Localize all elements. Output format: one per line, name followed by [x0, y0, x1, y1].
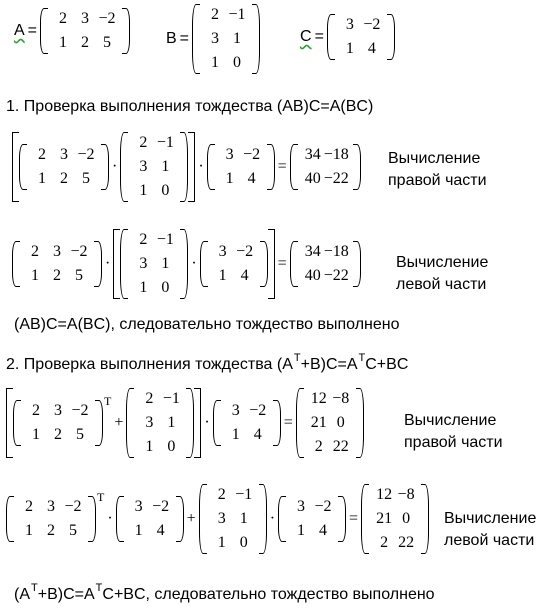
matrix-b	[192, 4, 260, 74]
label-line-2: левой части	[444, 532, 535, 549]
right-paren	[94, 241, 102, 287]
matrix-cell: 4	[319, 522, 328, 539]
left-paren	[120, 132, 128, 202]
transpose-superscript: T	[358, 352, 366, 364]
matrix-a	[12, 241, 102, 287]
right-paren	[180, 132, 188, 202]
result-matrix	[296, 388, 364, 458]
matrix-cell: 0	[239, 534, 248, 551]
matrix-cell: 22	[332, 438, 349, 455]
left-paren	[200, 241, 208, 287]
left-paren	[327, 14, 335, 60]
dot-operator: ·	[105, 255, 111, 272]
section2-conclusion	[14, 582, 435, 604]
matrix-cell: 0	[402, 510, 411, 527]
matrix-cell: 2	[31, 243, 39, 260]
right-paren	[180, 229, 188, 299]
matrix-cell: −18	[323, 146, 349, 163]
matrix-cell: 1	[59, 34, 68, 51]
left-paren	[12, 241, 20, 287]
matrix-cell: 5	[76, 426, 84, 443]
matrix-cell: 3	[297, 498, 306, 515]
equals-operator: =	[277, 255, 287, 272]
transpose-superscript: T	[31, 582, 38, 594]
matrix-cell: 2	[314, 438, 323, 455]
matrix-cell: 3	[218, 243, 227, 260]
matrix-cell: 2	[211, 6, 220, 23]
matrix-b	[120, 229, 188, 299]
matrix-cell: 1	[38, 170, 46, 187]
label-line-1: Вычисление	[388, 150, 481, 167]
conclusion-text: +B)C=A	[37, 586, 95, 603]
matrix-cell: 2	[53, 267, 61, 284]
matrix-c	[213, 400, 281, 446]
matrix-cell: 3	[225, 146, 234, 163]
matrix-cell: 40	[304, 170, 321, 187]
left-paren	[207, 144, 215, 190]
right-paren	[356, 388, 364, 458]
matrix-a	[6, 496, 96, 542]
right-paren	[338, 496, 346, 542]
equals-sign: =	[314, 28, 324, 45]
matrix-cell: 3	[47, 498, 55, 515]
right-paren	[176, 496, 184, 542]
right-paren	[259, 484, 267, 554]
label-line-1: Вычисление	[396, 254, 489, 271]
matrix-cell: 0	[233, 54, 242, 71]
matrix-cell: 1	[225, 170, 234, 187]
label-line-1: Вычисление	[444, 510, 537, 527]
left-paren	[213, 400, 221, 446]
result-matrix	[361, 484, 429, 554]
definition-c	[300, 14, 395, 60]
matrix-grid	[215, 144, 267, 190]
matrix-grid	[128, 229, 180, 299]
section1-right-expression	[12, 132, 361, 202]
matrix-cell: 0	[161, 279, 170, 296]
matrix-cell: 2	[217, 486, 226, 503]
matrix-cell: −2	[152, 498, 170, 515]
matrix-cell: 1	[239, 510, 248, 527]
matrix-cell: −2	[314, 498, 332, 515]
section1-heading: 1. Проверка выполнения тождества (AB)C=A(BC)	[6, 98, 374, 115]
matrix-cell: 3	[139, 158, 148, 175]
matrix-a	[19, 144, 109, 190]
matrix-cell: −8	[397, 486, 415, 503]
matrix-cell: 2	[139, 231, 148, 248]
heading-text: C+BC	[365, 356, 409, 373]
result-matrix	[290, 241, 361, 287]
matrix-cell: 34	[304, 243, 321, 260]
matrix-cell: 2	[81, 34, 90, 51]
square-bracket-group	[12, 132, 195, 202]
matrix-cell: 3	[54, 402, 62, 419]
left-paren	[40, 8, 48, 54]
right-paren	[387, 14, 395, 60]
matrix-grid	[14, 496, 88, 542]
matrix-cell: −2	[243, 146, 261, 163]
right-paren	[353, 144, 361, 190]
heading-text: 2. Проверка выполнения тождества (A	[6, 356, 293, 373]
transpose-superscript: T	[95, 582, 103, 594]
matrix-grid	[221, 400, 273, 446]
matrix-cell: 5	[103, 34, 112, 51]
matrix-cell: −2	[98, 10, 116, 27]
matrix-cell: 4	[240, 267, 249, 284]
matrix-cell: −2	[363, 16, 381, 33]
matrix-cell: −2	[64, 498, 82, 515]
matrix-cell: 2	[25, 498, 33, 515]
dot-operator: ·	[112, 158, 118, 175]
matrix-cell: 1	[297, 522, 306, 539]
section2-right-label	[404, 410, 503, 454]
matrix-cell: 12	[310, 390, 327, 407]
section1-left-label	[396, 252, 488, 296]
matrix-cell: −2	[249, 402, 267, 419]
matrix-a	[40, 8, 130, 54]
matrix-grid	[369, 484, 421, 554]
heading-text: +B)C=A	[300, 356, 358, 373]
matrix-cell: 4	[247, 170, 256, 187]
right-paren	[101, 144, 109, 190]
section2-left-expression	[6, 484, 429, 554]
left-paren	[192, 4, 200, 74]
matrix-cell: 3	[53, 243, 61, 260]
matrix-cell: 1	[25, 522, 33, 539]
right-paren	[122, 8, 130, 54]
left-paren	[290, 241, 298, 287]
left-paren	[6, 496, 14, 542]
matrix-cell: 3	[345, 16, 354, 33]
matrix-cell: 1	[161, 255, 170, 272]
dot-operator: ·	[198, 158, 204, 175]
matrix-a	[13, 400, 103, 446]
matrix-cell: 1	[31, 267, 39, 284]
matrix-cell: 1	[217, 534, 226, 551]
matrix-b-name: B	[166, 30, 177, 47]
left-paren	[13, 400, 21, 446]
left-paren	[361, 484, 369, 554]
conclusion-text: (A	[14, 586, 30, 603]
matrix-c	[207, 144, 275, 190]
right-paren	[95, 400, 103, 446]
matrix-cell: −1	[156, 134, 174, 151]
matrix-cell: 1	[233, 30, 242, 47]
section1-conclusion: (AB)C=A(BC), следовательно тождество выполнено	[14, 316, 400, 333]
matrix-b	[199, 484, 267, 554]
matrix-cell: 2	[59, 10, 68, 27]
matrix-cell: 1	[231, 426, 240, 443]
right-paren	[252, 4, 260, 74]
equals-sign: =	[179, 30, 190, 47]
matrix-cell: 21	[310, 414, 327, 431]
matrix-cell: 2	[60, 170, 68, 187]
matrix-cell: 40	[304, 267, 321, 284]
matrix-cell: 3	[145, 414, 154, 431]
label-line-2: левой части	[396, 276, 487, 293]
matrix-cell: 5	[82, 170, 90, 187]
matrix-grid	[298, 241, 353, 287]
matrix-cell: 3	[60, 146, 68, 163]
matrix-cell: −18	[323, 243, 349, 260]
matrix-cell: 5	[69, 522, 77, 539]
section2-left-label	[444, 508, 536, 552]
matrix-grid	[48, 8, 122, 54]
matrix-cell: 0	[336, 414, 345, 431]
left-paren	[126, 388, 134, 458]
equals-operator: =	[283, 414, 293, 431]
right-paren	[88, 496, 96, 542]
matrix-cell: 2	[139, 134, 148, 151]
matrix-c	[327, 14, 395, 60]
definition-a	[14, 8, 130, 54]
label-line-2: правой части	[388, 172, 487, 189]
matrix-cell: 1	[167, 414, 176, 431]
matrix-cell: 1	[218, 267, 227, 284]
matrix-cell: 1	[211, 54, 220, 71]
matrix-cell: 3	[231, 402, 240, 419]
matrix-grid	[124, 496, 176, 542]
matrix-cell: −1	[235, 486, 253, 503]
plus-operator: +	[186, 510, 196, 527]
matrix-cell: 2	[145, 390, 154, 407]
conclusion-text: C+BC, следовательно тождество выполнено	[102, 586, 435, 603]
matrix-cell: 2	[54, 426, 62, 443]
matrix-grid	[298, 144, 353, 190]
right-paren	[186, 388, 194, 458]
right-paren	[260, 241, 268, 287]
matrix-c	[116, 496, 184, 542]
matrix-grid	[200, 4, 252, 74]
square-bracket-group	[6, 388, 201, 458]
matrix-cell: 3	[134, 498, 143, 515]
matrix-cell: 1	[32, 426, 40, 443]
matrix-cell: −2	[77, 146, 95, 163]
matrix-cell: −8	[332, 390, 350, 407]
left-paren	[296, 388, 304, 458]
matrix-cell: 4	[367, 40, 376, 57]
section1-right-label	[388, 148, 487, 192]
matrix-cell: 1	[145, 438, 154, 455]
matrix-cell: −22	[323, 170, 349, 187]
matrix-grid	[304, 388, 356, 458]
matrix-grid	[134, 388, 186, 458]
matrix-cell: 3	[139, 255, 148, 272]
matrix-c-name: C	[300, 28, 312, 45]
matrix-cell: 4	[156, 522, 165, 539]
matrix-b	[126, 388, 194, 458]
matrix-cell: 1	[345, 40, 354, 57]
matrix-c	[200, 241, 268, 287]
right-paren	[267, 144, 275, 190]
matrix-grid	[208, 241, 260, 287]
matrix-cell: 1	[134, 522, 143, 539]
matrix-cell: 1	[139, 182, 148, 199]
right-paren	[273, 400, 281, 446]
matrix-cell: 22	[398, 534, 415, 551]
matrix-cell: −1	[162, 390, 180, 407]
matrix-grid	[21, 400, 95, 446]
matrix-cell: 1	[161, 158, 170, 175]
transpose-superscript: T	[293, 352, 301, 364]
transpose-superscript: T	[97, 489, 105, 504]
right-paren	[421, 484, 429, 554]
matrix-cell: 3	[217, 510, 226, 527]
left-paren	[120, 229, 128, 299]
matrix-cell: 3	[81, 10, 90, 27]
matrix-cell: 4	[253, 426, 262, 443]
label-line-2: правой части	[404, 434, 503, 451]
right-paren	[353, 241, 361, 287]
matrix-cell: 3	[211, 30, 220, 47]
matrix-b	[120, 132, 188, 202]
dot-operator: ·	[269, 510, 276, 527]
matrix-cell: 0	[161, 182, 170, 199]
matrix-cell: −1	[228, 6, 246, 23]
matrix-cell: 1	[139, 279, 148, 296]
left-paren	[290, 144, 298, 190]
matrix-cell: −2	[70, 243, 88, 260]
dot-operator: ·	[191, 255, 197, 272]
matrix-cell: 2	[38, 146, 46, 163]
left-paren	[116, 496, 124, 542]
definition-b	[166, 4, 260, 74]
matrix-cell: 2	[380, 534, 389, 551]
matrix-c	[278, 496, 346, 542]
matrix-cell: 0	[167, 438, 176, 455]
result-matrix	[290, 144, 361, 190]
matrix-grid	[207, 484, 259, 554]
matrix-grid	[286, 496, 338, 542]
matrix-cell: 2	[47, 522, 55, 539]
plus-operator: +	[114, 414, 124, 431]
matrix-grid	[128, 132, 180, 202]
matrix-cell: 5	[75, 267, 83, 284]
matrix-grid	[20, 241, 94, 287]
matrix-cell: −1	[156, 231, 174, 248]
dot-operator: ·	[107, 510, 113, 527]
matrix-a-name: A	[14, 22, 25, 39]
dot-operator: ·	[204, 414, 210, 431]
left-paren	[278, 496, 286, 542]
matrix-grid	[27, 144, 101, 190]
matrix-cell: 34	[304, 146, 321, 163]
matrix-cell: 21	[376, 510, 393, 527]
label-line-1: Вычисление	[404, 412, 497, 429]
equals-sign: =	[27, 22, 38, 39]
matrix-grid	[335, 14, 387, 60]
matrix-cell: −2	[236, 243, 254, 260]
equals-operator: =	[277, 158, 287, 175]
left-paren	[19, 144, 27, 190]
matrix-cell: −2	[71, 402, 89, 419]
transpose-superscript: T	[104, 393, 112, 408]
section1-left-expression	[12, 229, 361, 299]
left-paren	[199, 484, 207, 554]
section2-right-expression	[6, 388, 364, 458]
matrix-cell: 12	[376, 486, 393, 503]
matrix-cell: 2	[32, 402, 40, 419]
matrix-cell: −22	[323, 267, 349, 284]
square-bracket-group	[113, 229, 274, 299]
section2-heading	[6, 352, 409, 374]
equals-operator: =	[349, 510, 359, 527]
